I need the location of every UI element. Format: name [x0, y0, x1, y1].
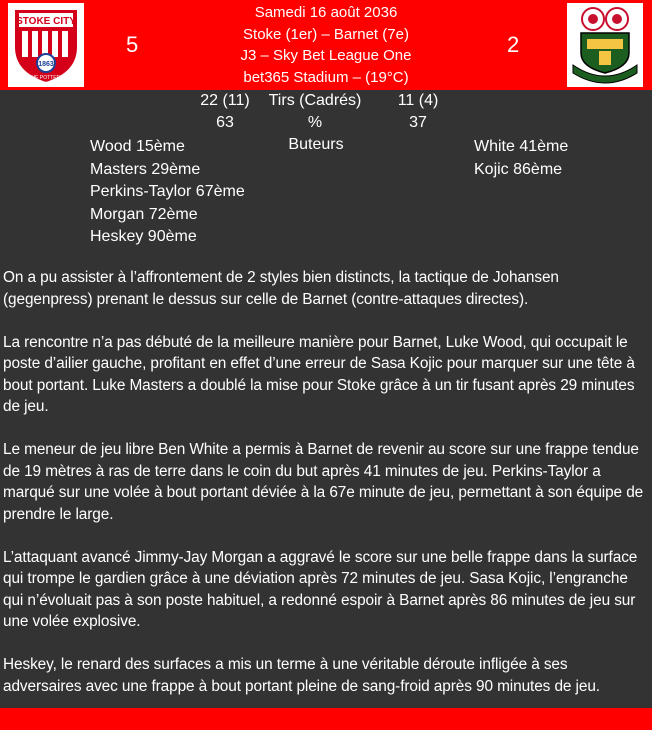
stat-row-possession — [0, 114, 652, 136]
home-scorers-list — [90, 136, 245, 249]
scorer-item: Morgan 72ème — [90, 205, 198, 223]
scorer-item: Heskey 90ème — [90, 228, 197, 245]
report-paragraph: L’attaquant avancé Jimmy-Jay Morgan a aggravé le score sur une belle frappe dans la surface qui trompe le gardien grâce à une déviation après 72 minutes de jeu. Sasa Kojic, l’engranche qui n’évoluait pas à son poste habituel, a redonné espoir à Barnet après 86 minutes de jeu sur une volée explosive. — [3, 548, 638, 630]
home-score: 5 — [126, 32, 139, 57]
stat-away-value: 11 (4) — [397, 92, 439, 109]
barnet-crest-icon — [567, 3, 643, 87]
stoke-city-crest-icon — [8, 3, 84, 87]
match-date: Samedi 16 août 2036 — [254, 4, 398, 21]
scorer-item: Masters 29ème — [90, 160, 201, 178]
crest-year: 1863 — [38, 61, 54, 68]
match-competition: J3 – Sky Bet League One — [240, 47, 412, 64]
match-teams: Stoke (1er) – Barnet (7e) — [243, 25, 409, 43]
scorer-item: White 41ème — [474, 138, 569, 155]
stat-home-value: 22 (11) — [200, 92, 250, 109]
report-paragraph: On a pu assister à l’affrontement de 2 styles bien distincts, la tactique de Johansen (gegenpress) prenant le dessus sur celle de Barnet (contre-attaques directes). — [3, 269, 559, 308]
scorer-item: Wood 15ème — [90, 138, 185, 155]
report-paragraph: Heskey, le renard des surfaces a mis un terme à une véritable déroute infligée à ses adversaires avec une frappe à bout portant pleine de sang-froid après 90 minutes de jeu. — [3, 656, 600, 695]
scorer-item: Kojic 86ème — [474, 160, 563, 178]
crest-name: STOKE CITY — [16, 16, 76, 27]
report-paragraph: Le meneur de jeu libre Ben White a permis à Barnet de revenir au score sur une frappe tendue de 19 mètres à ras de terre dans le coin du but après 41 minutes de jeu. Perkins-Taylor a marqué sur une volée à bout portant déviée à la 67e minute de jeu, permettant à son équipe de prendre le large. — [3, 441, 644, 523]
away-scorers-list — [474, 136, 568, 181]
match-header — [0, 0, 652, 90]
report-paragraph: La rencontre n’a pas débuté de la meilleure manière pour Barnet, Luke Wood, qui occupait le poste d’ailier gauche, profitant en effet d’une erreur de Sasa Kojic pour marquer sur une tête à bout portant. Luke Masters a doublé la mise pour Stoke grâce à un tir fusant après 29 minutes de jeu. — [3, 333, 635, 415]
match-venue: bet365 Stadium – (19°C) — [243, 68, 409, 86]
match-info — [180, 2, 472, 88]
stat-label: Tirs (Cadrés) — [268, 92, 362, 109]
stat-away-value: 37 — [409, 114, 427, 131]
scorers-heading: Buteurs — [288, 136, 344, 153]
crest-motto: THE POTTERS — [28, 75, 64, 81]
footer-bar — [0, 708, 652, 730]
stat-label: % — [307, 114, 323, 131]
stat-home-value: 63 — [216, 114, 234, 131]
scorer-item: Perkins-Taylor 67ème — [90, 183, 245, 200]
away-score: 2 — [507, 32, 520, 57]
stat-row-shots — [0, 92, 652, 114]
match-report — [3, 267, 649, 719]
